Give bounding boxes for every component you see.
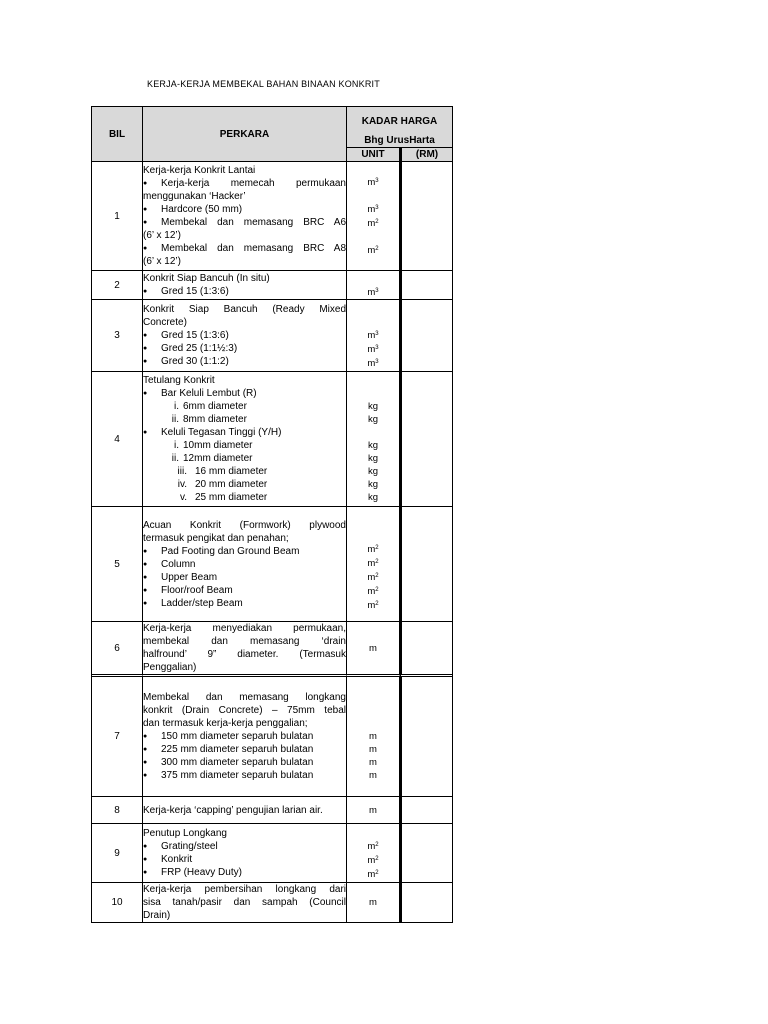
price-cell[interactable] [400,677,452,797]
item-description [143,677,347,797]
unit-value [347,491,399,504]
unit-value: m [369,642,377,654]
description-line: (6’ x 12’) [143,256,181,267]
description-line: konkrit (Drain Concrete) – 75mm tebal [143,705,346,716]
row-number: 2 [92,271,143,300]
unit-symbol: m [367,204,376,215]
unit-value [347,216,399,230]
bullet-text: Gred 25 (1:1½:3) [161,343,238,354]
unit-symbol: kg [367,479,379,490]
document-title: KERJA-KERJA MEMBEKAL BAHAN BINAAN KONKRIT [147,79,380,89]
table-row [92,797,452,824]
bullet-text: Gred 30 (1:1:2) [161,356,229,367]
bullet-item [143,853,346,866]
price-cell[interactable] [400,824,452,883]
bullet-text: 225 mm diameter separuh bulatan [161,744,314,755]
unit-exponent: 2 [375,219,379,225]
item-unit [347,797,400,824]
unit-symbol: m [367,343,376,355]
unit-symbol: m [367,245,376,256]
description-line: Penutup Longkang [143,828,227,839]
unit-symbol: m [367,868,376,880]
roman-numeral: iii. [177,466,187,477]
unit-symbol: m [367,600,376,611]
rate-table [91,106,453,923]
bullet-text: Bar Keluli Lembut (R) [161,388,257,399]
unit-exponent: 3 [375,358,379,365]
unit-value [347,452,399,465]
numbered-item [143,452,346,465]
roman-numeral: i. [174,401,179,412]
bullet-item [143,387,346,400]
unit-spacer [347,717,399,730]
item-unit [347,162,400,271]
numbered-item [143,400,346,413]
unit-exponent: 3 [375,287,379,294]
bullet-item [143,355,346,368]
price-cell[interactable] [400,622,452,677]
bullet-text: Column [161,558,196,570]
unit-spacer [347,230,399,243]
description-line: membekal dan memasang ‘drain [143,636,346,647]
unit-spacer [347,272,399,285]
unit-symbol: m [369,731,377,742]
bullet-text: Membekal dan memasang BRC A6 [161,217,346,228]
header-kadar-harga [347,107,452,134]
unit-symbol: m [367,286,376,298]
rate-table-body [92,162,452,922]
description-line: Kerja-kerja menyediakan permukaan, [143,623,346,634]
bullet-item [143,329,346,342]
price-cell[interactable] [400,372,452,507]
unit-symbol: m [367,218,376,229]
unit-symbol: m [369,757,377,768]
unit-value [347,356,399,370]
row-number: 1 [92,162,143,271]
unit-spacer [347,315,399,328]
bullet-item [143,242,346,255]
unit-symbol: m [367,558,376,569]
description-line: Membekal dan memasang longkang [143,692,346,703]
item-unit [347,622,400,677]
unit-symbol: m [367,586,376,597]
bullet-text: Membekal dan memasang BRC A8 [161,243,346,254]
unit-symbol: m [367,840,376,852]
unit-exponent: 2 [375,601,379,607]
table-row [92,677,452,797]
unit-spacer [347,302,399,315]
bullet-item [143,730,346,743]
bullet-text: Ladder/step Beam [161,597,243,609]
unit-symbol: kg [367,440,379,451]
unit-exponent: 2 [375,869,379,876]
unit-symbol: kg [367,453,379,464]
unit-exponent: 3 [375,205,379,211]
header-rm: (RM) [400,148,452,162]
unit-symbol: kg [367,401,379,412]
table-row [92,622,452,677]
unit-value [347,584,399,598]
table-row [92,162,452,271]
bullet-text: Grating/steel [161,841,218,852]
numbered-text: 10mm diameter [183,440,253,451]
description-line: Penggalian) [143,662,197,673]
table-row [92,824,452,883]
price-cell[interactable] [400,507,452,622]
row-number: 8 [92,797,143,824]
unit-symbol: kg [367,414,379,425]
numbered-item [143,491,346,504]
unit-spacer [347,387,399,400]
unit-exponent: 2 [375,573,379,579]
item-description [143,824,347,883]
bullet-text: Pad Footing dan Ground Beam [161,545,300,557]
unit-value [347,439,399,452]
item-description [143,300,347,372]
bullet-item [143,866,346,879]
bullet-item [143,571,346,584]
row-number: 9 [92,824,143,883]
description-line: Kerja-kerja Konkrit Lantai [143,165,256,176]
price-cell[interactable] [400,162,452,271]
unit-value [347,285,399,299]
bullet-item [143,597,346,610]
price-cell[interactable] [400,300,452,372]
unit-value: m [369,897,377,908]
description-line: Konkrit Siap Bancuh (Ready Mixed [143,304,346,315]
unit-exponent: 2 [375,246,379,252]
unit-value [347,867,399,881]
description-line: halfround’ 9” diameter. (Termasuk [143,649,346,660]
price-cell[interactable] [400,797,452,824]
roman-numeral: ii. [171,453,179,464]
item-description [143,372,347,507]
header-perkara: PERKARA [143,107,347,162]
unit-symbol: m [367,854,376,866]
unit-exponent: 2 [375,559,379,565]
table-row [92,883,452,922]
unit-value [347,542,399,556]
roman-numeral: i. [174,440,179,451]
unit-spacer [347,374,399,387]
numbered-text: 25 mm diameter [195,492,268,503]
item-unit [347,372,400,507]
bullet-item [143,769,346,782]
unit-value [347,853,399,867]
unit-spacer [347,826,399,839]
unit-exponent: 3 [375,344,379,351]
bullet-text: Floor/roof Beam [161,584,233,596]
unit-exponent: 3 [375,330,379,337]
bullet-item [143,426,346,439]
numbered-text: 8mm diameter [183,414,247,425]
unit-value [347,413,399,426]
unit-value [347,743,399,756]
description-line: termasuk pengikat dan penahan; [143,532,289,544]
header-bhg-urusharta: Bhg UrusHarta [347,134,452,148]
description-line: menggunakan ‘Hacker’ [143,191,246,202]
description-line: (6’ x 12’) [143,230,181,241]
description-line: Kerja-kerja ‘capping’ pengujian larian air. [143,804,323,816]
item-description [143,883,347,922]
description-line: dan termasuk kerja-kerja penggalian; [143,718,308,729]
item-description [143,622,347,677]
header-bil: BIL [92,107,143,162]
description-line: Concrete) [143,317,187,328]
unit-value: m [369,804,377,816]
description-line: Tetulang Konkrit [143,375,215,386]
unit-value [347,478,399,491]
unit-value [347,465,399,478]
table-row [92,271,452,300]
unit-spacer [347,189,399,202]
row-number: 7 [92,677,143,797]
header-unit: UNIT [347,148,400,162]
description-line: Kerja-kerja pembersihan longkang dari [143,884,346,895]
numbered-text: 20 mm diameter [195,479,268,490]
item-unit [347,300,400,372]
bullet-text: Konkrit [161,854,193,865]
row-number: 3 [92,300,143,372]
unit-value [347,769,399,782]
unit-value [347,202,399,216]
unit-exponent: 2 [375,587,379,593]
bullet-item [143,756,346,769]
unit-value [347,328,399,342]
unit-spacer [347,257,399,270]
description-line: Konkrit Siap Bancuh (In situ) [143,273,270,284]
bullet-item [143,177,346,190]
bullet-item [143,216,346,229]
numbered-item [143,413,346,426]
unit-spacer [347,162,399,175]
unit-spacer [347,691,399,704]
unit-exponent: 2 [375,855,379,862]
description-line: sisa tanah/pasir dan sampah (Council [143,897,346,908]
bullet-text: 300 mm diameter separuh bulatan [161,757,314,768]
bullet-text: FRP (Heavy Duty) [161,867,242,878]
unit-symbol: m [367,357,376,369]
unit-symbol: kg [367,466,379,477]
numbered-text: 12mm diameter [183,453,253,464]
roman-numeral: v. [179,492,187,503]
numbered-item [143,478,346,491]
bullet-item [143,203,346,216]
description-line: Drain) [143,910,171,921]
item-unit [347,677,400,797]
bullet-text: Kerja-kerja memecah permukaan [161,178,346,189]
table-row [92,507,452,622]
item-description [143,162,347,271]
header-kadar-harga-label: KADAR HARGA [361,116,438,127]
roman-numeral: iv. [177,479,187,490]
bullet-text: Gred 15 (1:3:6) [161,330,229,341]
unit-symbol: kg [367,492,379,503]
unit-value [347,570,399,584]
bullet-text: Keluli Tegasan Tinggi (Y/H) [161,427,282,438]
numbered-item [143,465,346,478]
price-cell[interactable] [400,271,452,300]
item-description [143,797,347,824]
numbered-text: 16 mm diameter [195,466,268,477]
bullet-item [143,743,346,756]
item-unit [347,824,400,883]
bullet-text: Gred 15 (1:3:6) [161,286,229,297]
price-cell[interactable] [400,883,452,922]
unit-symbol: m [367,572,376,583]
unit-symbol: m [369,744,377,755]
bullet-text: Upper Beam [161,571,218,583]
bullet-text: 150 mm diameter separuh bulatan [161,731,314,742]
unit-symbol: m [367,544,376,555]
unit-spacer [347,529,399,542]
unit-value [347,556,399,570]
item-description [143,507,347,622]
row-number: 4 [92,372,143,507]
table-row [92,372,452,507]
unit-value [347,598,399,612]
unit-symbol: m [369,770,377,781]
bullet-text: Hardcore (50 mm) [161,204,243,215]
unit-value [347,175,399,189]
row-number: 10 [92,883,143,922]
row-number: 5 [92,507,143,622]
unit-value [347,342,399,356]
item-description [143,271,347,300]
unit-spacer [347,426,399,439]
table-row [92,300,452,372]
numbered-item [143,439,346,452]
bullet-text: 375 mm diameter separuh bulatan [161,770,314,781]
item-unit [347,883,400,922]
numbered-text: 6mm diameter [183,401,247,412]
roman-numeral: ii. [171,414,179,425]
description-line: Acuan Konkrit (Formwork) plywood [143,519,346,531]
unit-exponent: 2 [375,841,379,848]
unit-symbol: m [367,329,376,341]
item-unit [347,507,400,622]
bullet-item [143,545,346,558]
unit-symbol: m [367,177,376,188]
unit-value [347,400,399,413]
row-number: 6 [92,622,143,677]
unit-exponent: 2 [375,545,379,551]
bullet-item [143,840,346,853]
unit-exponent: 3 [375,178,379,184]
unit-spacer [347,516,399,529]
unit-value [347,839,399,853]
item-unit [347,271,400,300]
unit-value [347,756,399,769]
unit-value [347,243,399,257]
unit-value [347,730,399,743]
unit-spacer [347,704,399,717]
bullet-item [143,584,346,597]
bullet-item [143,285,346,298]
bullet-item [143,558,346,571]
bullet-item [143,342,346,355]
